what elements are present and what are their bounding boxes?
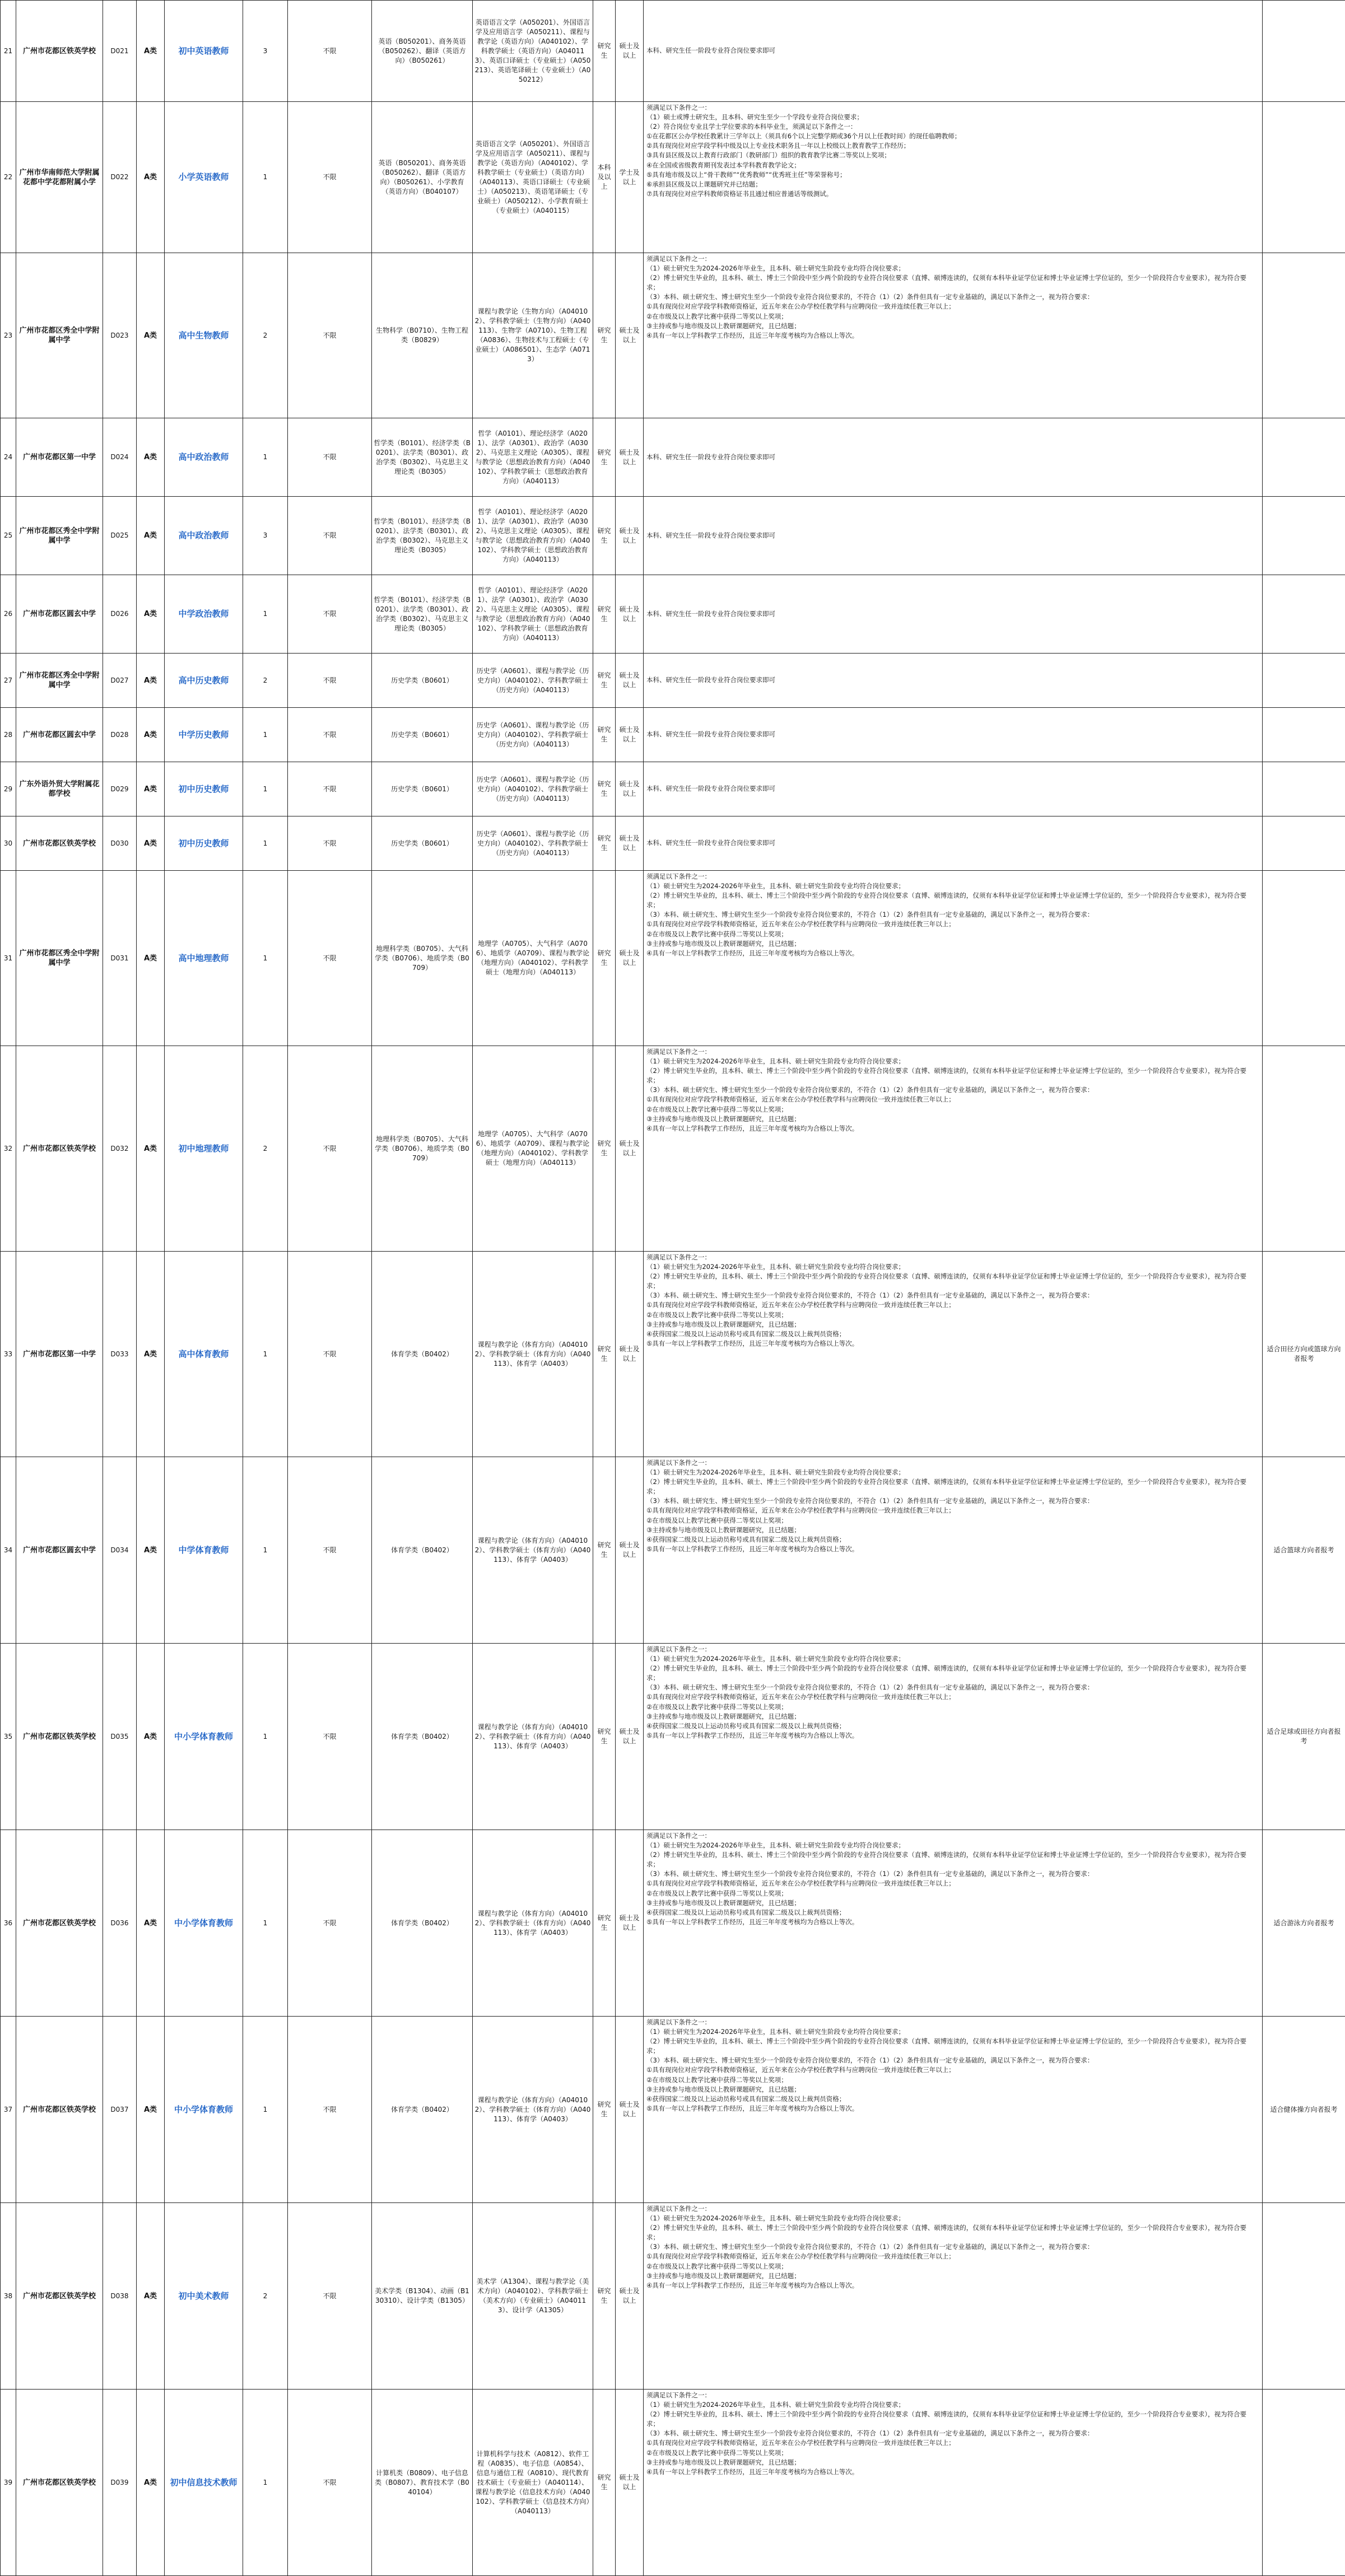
hiring-count-cell: 1 <box>243 1457 288 1644</box>
post-code-cell: D034 <box>103 1457 137 1644</box>
table-row <box>1 102 1345 253</box>
undergraduate-major-cell: 英语（B050201）、商务英语（B050262）、翻译（英语方向）（B050261） <box>372 1 473 102</box>
undergraduate-major-cell: 哲学类（B0101）、经济学类（B0201）、法学类（B0301）、政治学类（B0302）、马克思主义理论类（B0305） <box>372 575 473 654</box>
restriction-cell: 不限 <box>288 1046 372 1252</box>
graduate-major-cell: 课程与教学论（体育方向）（A040102）、学科教学硕士（体育方向）（A040113）、体育学（A0403） <box>473 2017 593 2203</box>
degree-cell: 硕士及以上 <box>616 654 644 708</box>
hiring-count-cell: 1 <box>243 1830 288 2017</box>
table-row <box>1 418 1345 497</box>
row-number-cell: 38 <box>1 2203 16 2390</box>
table-row <box>1 1 1345 102</box>
degree-cell: 硕士及以上 <box>616 1 644 102</box>
requirements-cell: 须满足以下条件之一： （1）硕士研究生为2024-2026年毕业生，且本科、硕士研究生阶段专业均符合岗位要求； （2）博士研究生毕业的，且本科、硕士、博士三个阶段中至少两个阶段的专业符合岗位要求（直博、硕博连读的，仅须有本科毕业证学位证和博士毕业证博士学位证的，至少一个阶段符合专业要求），视为符合要求； （3）本科、硕士研究生、博士研究生至少一个阶段专业符合岗位要求的，不符合（1）（2）条件但具有一定专业基础的，满足以下条件之一，视为符合要求： ①具有现岗位对应学段学科教师资格证，近五年来在公办学校任教学科与应聘岗位一致并连续任教三年以上； ②在市级及以上教学比赛中获得二等奖以上奖项； ③主持或参与地市级及以上教研课题研究，且已结题； ④具有一年以上学科教学工作经历，且近三年年度考核均为合格以上等次。 <box>644 2203 1263 2390</box>
graduate-major-cell: 美术学（A1304）、课程与教学论（美术方向）（A040102）、学科教学硕士（美术方向）（专业硕士）（A040113）、设计学（A1305） <box>473 2203 593 2390</box>
degree-cell: 硕士及以上 <box>616 418 644 497</box>
undergraduate-major-cell: 体育学类（B0402） <box>372 1644 473 1830</box>
post-name-cell: 中学政治教师 <box>165 575 243 654</box>
post-code-cell: D038 <box>103 2203 137 2390</box>
requirements-cell: 本科、研究生任一阶段专业符合岗位要求即可 <box>644 708 1263 762</box>
education-cell: 研究生 <box>593 2390 616 2576</box>
school-name-cell: 广州市花都区圆玄中学 <box>16 1457 103 1644</box>
post-code-cell: D037 <box>103 2017 137 2203</box>
post-category-cell: A类 <box>137 1830 165 2017</box>
table-row <box>1 708 1345 762</box>
table-row <box>1 762 1345 816</box>
school-name-cell: 广州市花都区铁英学校 <box>16 816 103 871</box>
post-category-cell: A类 <box>137 497 165 575</box>
graduate-major-cell: 历史学（A0601）、课程与教学论（历史方向）（A040102）、学科教学硕士（历史方向）（A040113） <box>473 816 593 871</box>
requirements-cell: 须满足以下条件之一： （1）硕士研究生为2024-2026年毕业生，且本科、硕士研究生阶段专业均符合岗位要求； （2）博士研究生毕业的，且本科、硕士、博士三个阶段中至少两个阶段的专业符合岗位要求（直博、硕博连读的，仅须有本科毕业证学位证和博士毕业证博士学位证的，至少一个阶段符合专业要求），视为符合要求； （3）本科、硕士研究生、博士研究生至少一个阶段专业符合岗位要求的，不符合（1）（2）条件但具有一定专业基础的，满足以下条件之一，视为符合要求： ①具有现岗位对应学段学科教师资格证，近五年来在公办学校任教学科与应聘岗位一致并连续任教三年以上； ②在市级及以上教学比赛中获得二等奖以上奖项； ③主持或参与地市级及以上教研课题研究，且已结题； ④获得国家二级及以上运动员称号或具有国家二级及以上裁判员资格； ⑤具有一年以上学科教学工作经历，且近三年年度考核均为合格以上等次。 <box>644 1457 1263 1644</box>
restriction-cell: 不限 <box>288 1830 372 2017</box>
note-cell <box>1263 708 1345 762</box>
education-cell: 研究生 <box>593 2017 616 2203</box>
post-code-cell: D027 <box>103 654 137 708</box>
restriction-cell: 不限 <box>288 1644 372 1830</box>
post-name-cell: 高中历史教师 <box>165 654 243 708</box>
undergraduate-major-cell: 地理科学类（B0705）、大气科学类（B0706）、地质学类（B0709） <box>372 871 473 1046</box>
hiring-count-cell: 2 <box>243 1046 288 1252</box>
requirements-cell: 须满足以下条件之一： （1）硕士研究生为2024-2026年毕业生，且本科、硕士研究生阶段专业均符合岗位要求； （2）博士研究生毕业的，且本科、硕士、博士三个阶段中至少两个阶段的专业符合岗位要求（直博、硕博连读的，仅须有本科毕业证学位证和博士毕业证博士学位证的，至少一个阶段符合专业要求），视为符合要求； （3）本科、硕士研究生、博士研究生至少一个阶段专业符合岗位要求的，不符合（1）（2）条件但具有一定专业基础的，满足以下条件之一，视为符合要求： ①具有现岗位对应学段学科教师资格证，近五年来在公办学校任教学科与应聘岗位一致并连续任教三年以上； ②在市级及以上教学比赛中获得二等奖以上奖项； ③主持或参与地市级及以上教研课题研究，且已结题； ④具有一年以上学科教学工作经历，且近三年年度考核均为合格以上等次。 <box>644 2390 1263 2576</box>
undergraduate-major-cell: 生物科学（B0710）、生物工程类（B0829） <box>372 253 473 418</box>
school-name-cell: 广东外语外贸大学附属花都学校 <box>16 762 103 816</box>
hiring-count-cell: 1 <box>243 708 288 762</box>
note-cell: 适合田径方向或篮球方向者报考 <box>1263 1252 1345 1457</box>
degree-cell: 硕士及以上 <box>616 1457 644 1644</box>
education-cell: 研究生 <box>593 253 616 418</box>
post-code-cell: D029 <box>103 762 137 816</box>
graduate-major-cell: 哲学（A0101）、理论经济学（A0201）、法学（A0301）、政治学（A0302）、马克思主义理论（A0305）、课程与教学论（思想政治教育方向）（A040102）、学科教学硕士（思想政治教育方向）（A040113） <box>473 497 593 575</box>
note-cell: 适合健体操方向者报考 <box>1263 2017 1345 2203</box>
school-name-cell: 广州市花都区秀全中学附属中学 <box>16 654 103 708</box>
undergraduate-major-cell: 计算机类（B0809）、电子信息类（B0807）、教育技术学（B040104） <box>372 2390 473 2576</box>
degree-cell: 硕士及以上 <box>616 871 644 1046</box>
restriction-cell: 不限 <box>288 497 372 575</box>
degree-cell: 硕士及以上 <box>616 575 644 654</box>
row-number-cell: 39 <box>1 2390 16 2576</box>
hiring-count-cell: 1 <box>243 102 288 253</box>
row-number-cell: 28 <box>1 708 16 762</box>
school-name-cell: 广州市花都区秀全中学附属中学 <box>16 497 103 575</box>
hiring-count-cell: 2 <box>243 654 288 708</box>
post-category-cell: A类 <box>137 575 165 654</box>
note-cell <box>1263 816 1345 871</box>
restriction-cell: 不限 <box>288 2390 372 2576</box>
education-cell: 研究生 <box>593 497 616 575</box>
table-row <box>1 816 1345 871</box>
post-category-cell: A类 <box>137 816 165 871</box>
education-cell: 本科及以上 <box>593 102 616 253</box>
table-row <box>1 1644 1345 1830</box>
post-name-cell: 高中地理教师 <box>165 871 243 1046</box>
school-name-cell: 广州市花都区第一中学 <box>16 1252 103 1457</box>
degree-cell: 硕士及以上 <box>616 1830 644 2017</box>
restriction-cell: 不限 <box>288 816 372 871</box>
note-cell: 适合足球或田径方向者报考 <box>1263 1644 1345 1830</box>
table-row <box>1 654 1345 708</box>
undergraduate-major-cell: 体育学类（B0402） <box>372 2017 473 2203</box>
undergraduate-major-cell: 美术学类（B1304）、动画（B130310）、设计学类（B1305） <box>372 2203 473 2390</box>
table-body <box>1 1 1345 2576</box>
degree-cell: 硕士及以上 <box>616 2017 644 2203</box>
requirements-cell: 须满足以下条件之一： （1）硕士研究生为2024-2026年毕业生，且本科、硕士研究生阶段专业均符合岗位要求； （2）博士研究生毕业的，且本科、硕士、博士三个阶段中至少两个阶段的专业符合岗位要求（直博、硕博连读的，仅须有本科毕业证学位证和博士毕业证博士学位证的，至少一个阶段符合专业要求），视为符合要求； （3）本科、硕士研究生、博士研究生至少一个阶段专业符合岗位要求的，不符合（1）（2）条件但具有一定专业基础的，满足以下条件之一，视为符合要求： ①具有现岗位对应学段学科教师资格证，近五年来在公办学校任教学科与应聘岗位一致并连续任教三年以上； ②在市级及以上教学比赛中获得二等奖以上奖项； ③主持或参与地市级及以上教研课题研究，且已结题； ④具有一年以上学科教学工作经历，且近三年年度考核均为合格以上等次。 <box>644 871 1263 1046</box>
education-cell: 研究生 <box>593 654 616 708</box>
school-name-cell: 广州市花都区铁英学校 <box>16 2203 103 2390</box>
undergraduate-major-cell: 体育学类（B0402） <box>372 1830 473 2017</box>
post-code-cell: D022 <box>103 102 137 253</box>
graduate-major-cell: 历史学（A0601）、课程与教学论（历史方向）（A040102）、学科教学硕士（历史方向）（A040113） <box>473 762 593 816</box>
post-code-cell: D039 <box>103 2390 137 2576</box>
restriction-cell: 不限 <box>288 575 372 654</box>
post-name-cell: 初中英语教师 <box>165 1 243 102</box>
hiring-count-cell: 3 <box>243 1 288 102</box>
school-name-cell: 广州市花都区第一中学 <box>16 418 103 497</box>
post-name-cell: 初中历史教师 <box>165 762 243 816</box>
table-row <box>1 253 1345 418</box>
graduate-major-cell: 课程与教学论（体育方向）（A040102）、学科教学硕士（体育方向）（A040113）、体育学（A0403） <box>473 1644 593 1830</box>
restriction-cell: 不限 <box>288 418 372 497</box>
post-code-cell: D023 <box>103 253 137 418</box>
education-cell: 研究生 <box>593 1046 616 1252</box>
table-row <box>1 871 1345 1046</box>
row-number-cell: 25 <box>1 497 16 575</box>
note-cell <box>1263 1 1345 102</box>
row-number-cell: 21 <box>1 1 16 102</box>
post-category-cell: A类 <box>137 654 165 708</box>
row-number-cell: 27 <box>1 654 16 708</box>
undergraduate-major-cell: 历史学类（B0601） <box>372 708 473 762</box>
education-cell: 研究生 <box>593 418 616 497</box>
post-name-cell: 高中体育教师 <box>165 1252 243 1457</box>
requirements-cell: 须满足以下条件之一： （1）硕士研究生为2024-2026年毕业生，且本科、硕士研究生阶段专业均符合岗位要求； （2）博士研究生毕业的，且本科、硕士、博士三个阶段中至少两个阶段的专业符合岗位要求（直博、硕博连读的，仅须有本科毕业证学位证和博士毕业证博士学位证的，至少一个阶段符合专业要求），视为符合要求； （3）本科、硕士研究生、博士研究生至少一个阶段专业符合岗位要求的，不符合（1）（2）条件但具有一定专业基础的，满足以下条件之一，视为符合要求： ①具有现岗位对应学段学科教师资格证，近五年来在公办学校任教学科与应聘岗位一致并连续任教三年以上； ②在市级及以上教学比赛中获得二等奖以上奖项； ③主持或参与地市级及以上教研课题研究，且已结题； ④获得国家二级及以上运动员称号或具有国家二级及以上裁判员资格； ⑤具有一年以上学科教学工作经历，且近三年年度考核均为合格以上等次。 <box>644 1644 1263 1830</box>
school-name-cell: 广州市花都区圆玄中学 <box>16 575 103 654</box>
restriction-cell: 不限 <box>288 253 372 418</box>
note-cell <box>1263 418 1345 497</box>
restriction-cell: 不限 <box>288 102 372 253</box>
post-code-cell: D033 <box>103 1252 137 1457</box>
post-category-cell: A类 <box>137 2390 165 2576</box>
restriction-cell: 不限 <box>288 708 372 762</box>
requirements-cell: 须满足以下条件之一： （1）硕士研究生为2024-2026年毕业生，且本科、硕士研究生阶段专业均符合岗位要求； （2）博士研究生毕业的，且本科、硕士、博士三个阶段中至少两个阶段的专业符合岗位要求（直博、硕博连读的，仅须有本科毕业证学位证和博士毕业证博士学位证的，至少一个阶段符合专业要求），视为符合要求； （3）本科、硕士研究生、博士研究生至少一个阶段专业符合岗位要求的，不符合（1）（2）条件但具有一定专业基础的，满足以下条件之一，视为符合要求： ①具有现岗位对应学段学科教师资格证，近五年来在公办学校任教学科与应聘岗位一致并连续任教三年以上； ②在市级及以上教学比赛中获得二等奖以上奖项； ③主持或参与地市级及以上教研课题研究，且已结题； ④获得国家二级及以上运动员称号或具有国家二级及以上裁判员资格； ⑤具有一年以上学科教学工作经历，且近三年年度考核均为合格以上等次。 <box>644 2017 1263 2203</box>
degree-cell: 硕士及以上 <box>616 2203 644 2390</box>
school-name-cell: 广州市花都区铁英学校 <box>16 1644 103 1830</box>
education-cell: 研究生 <box>593 1252 616 1457</box>
hiring-count-cell: 2 <box>243 2203 288 2390</box>
row-number-cell: 24 <box>1 418 16 497</box>
education-cell: 研究生 <box>593 1644 616 1830</box>
post-name-cell: 中学体育教师 <box>165 1457 243 1644</box>
hiring-count-cell: 1 <box>243 871 288 1046</box>
row-number-cell: 33 <box>1 1252 16 1457</box>
post-name-cell: 高中政治教师 <box>165 497 243 575</box>
undergraduate-major-cell: 体育学类（B0402） <box>372 1457 473 1644</box>
post-name-cell: 中学历史教师 <box>165 708 243 762</box>
row-number-cell: 30 <box>1 816 16 871</box>
row-number-cell: 32 <box>1 1046 16 1252</box>
post-category-cell: A类 <box>137 2203 165 2390</box>
requirements-cell: 须满足以下条件之一： （1）硕士或博士研究生，且本科、研究生至少一个学段专业符合岗位要求； （2）符合岗位专业且学士学位要求的本科毕业生，须满足以下条件之一： ①在花都区公办学校任教累计三学年以上（须具有6个以上完整学期或36个月以上任教时间）的现任临聘教师； ②具有现岗位对应学段学科中级及以上专业技术职务且一年以上校级以上教育教学工作经历； ③具有县区级及以上教育行政部门（教研部门）组织的教育教学比赛二等奖以上奖项； ④在全国或省级教育期刊发表过本学科教育教学论文； ⑤具有地市级及以上“骨干教师”“优秀教师”“优秀班主任”等荣誉称号； ⑥承担县区级及以上课题研究并已结题； ⑦具有现岗位对应学科教师资格证书且通过相应普通话等级测试。 <box>644 102 1263 253</box>
education-cell: 研究生 <box>593 1830 616 2017</box>
table-row <box>1 2203 1345 2390</box>
row-number-cell: 23 <box>1 253 16 418</box>
post-code-cell: D025 <box>103 497 137 575</box>
graduate-major-cell: 历史学（A0601）、课程与教学论（历史方向）（A040102）、学科教学硕士（历史方向）（A040113） <box>473 654 593 708</box>
row-number-cell: 37 <box>1 2017 16 2203</box>
row-number-cell: 36 <box>1 1830 16 2017</box>
hiring-count-cell: 2 <box>243 253 288 418</box>
post-name-cell: 小学英语教师 <box>165 102 243 253</box>
row-number-cell: 29 <box>1 762 16 816</box>
post-category-cell: A类 <box>137 102 165 253</box>
note-cell: 适合篮球方向者报考 <box>1263 1457 1345 1644</box>
graduate-major-cell: 英语语言文学（A050201）、外国语言学及应用语言学（A050211）、课程与教学论（英语方向）（A040102）、学科教学硕士（专业硕士）（英语方向）（A040113）、英语口译硕士（专业硕士）（A050213）、英语笔译硕士（专业硕士）（A050212）、小学教育硕士（专业硕士）（A040115） <box>473 102 593 253</box>
school-name-cell: 广州市花都区铁英学校 <box>16 1830 103 2017</box>
undergraduate-major-cell: 历史学类（B0601） <box>372 816 473 871</box>
restriction-cell: 不限 <box>288 871 372 1046</box>
restriction-cell: 不限 <box>288 1 372 102</box>
school-name-cell: 广州市花都区秀全中学附属中学 <box>16 253 103 418</box>
school-name-cell: 广州市花都区铁英学校 <box>16 1046 103 1252</box>
restriction-cell: 不限 <box>288 762 372 816</box>
requirements-cell: 须满足以下条件之一： （1）硕士研究生为2024-2026年毕业生，且本科、硕士研究生阶段专业均符合岗位要求； （2）博士研究生毕业的，且本科、硕士、博士三个阶段中至少两个阶段的专业符合岗位要求（直博、硕博连读的，仅须有本科毕业证学位证和博士毕业证博士学位证的，至少一个阶段符合专业要求），视为符合要求； （3）本科、硕士研究生、博士研究生至少一个阶段专业符合岗位要求的，不符合（1）（2）条件但具有一定专业基础的，满足以下条件之一，视为符合要求： ①具有现岗位对应学段学科教师资格证，近五年来在公办学校任教学科与应聘岗位一致并连续任教三年以上； ②在市级及以上教学比赛中获得二等奖以上奖项； ③主持或参与地市级及以上教研课题研究，且已结题； ④具有一年以上学科教学工作经历，且近三年年度考核均为合格以上等次。 <box>644 253 1263 418</box>
table-row <box>1 1457 1345 1644</box>
school-name-cell: 广州市花都区铁英学校 <box>16 2017 103 2203</box>
requirements-cell: 本科、研究生任一阶段专业符合岗位要求即可 <box>644 762 1263 816</box>
education-cell: 研究生 <box>593 1 616 102</box>
school-name-cell: 广州市花都区铁英学校 <box>16 2390 103 2576</box>
post-category-cell: A类 <box>137 871 165 1046</box>
note-cell <box>1263 253 1345 418</box>
degree-cell: 硕士及以上 <box>616 1644 644 1830</box>
post-name-cell: 初中美术教师 <box>165 2203 243 2390</box>
post-category-cell: A类 <box>137 762 165 816</box>
post-category-cell: A类 <box>137 1 165 102</box>
requirements-cell: 本科、研究生任一阶段专业符合岗位要求即可 <box>644 575 1263 654</box>
hiring-count-cell: 1 <box>243 418 288 497</box>
undergraduate-major-cell: 体育学类（B0402） <box>372 1252 473 1457</box>
requirements-cell: 本科、研究生任一阶段专业符合岗位要求即可 <box>644 816 1263 871</box>
note-cell <box>1263 575 1345 654</box>
undergraduate-major-cell: 历史学类（B0601） <box>372 654 473 708</box>
hiring-count-cell: 1 <box>243 816 288 871</box>
post-code-cell: D030 <box>103 816 137 871</box>
education-cell: 研究生 <box>593 871 616 1046</box>
hiring-count-cell: 1 <box>243 1252 288 1457</box>
post-name-cell: 初中历史教师 <box>165 816 243 871</box>
graduate-major-cell: 课程与教学论（体育方向）（A040102）、学科教学硕士（体育方向）（A040113）、体育学（A0403） <box>473 1252 593 1457</box>
note-cell <box>1263 762 1345 816</box>
post-category-cell: A类 <box>137 253 165 418</box>
school-name-cell: 广州市华南师范大学附属花都中学花都附属小学 <box>16 102 103 253</box>
post-code-cell: D026 <box>103 575 137 654</box>
post-category-cell: A类 <box>137 1252 165 1457</box>
undergraduate-major-cell: 英语（B050201）、商务英语（B050262）、翻译（英语方向）（B050261）、小学教育（英语方向）（B040107） <box>372 102 473 253</box>
hiring-count-cell: 3 <box>243 497 288 575</box>
post-name-cell: 高中生物教师 <box>165 253 243 418</box>
post-code-cell: D024 <box>103 418 137 497</box>
graduate-major-cell: 哲学（A0101）、理论经济学（A0201）、法学（A0301）、政治学（A0302）、马克思主义理论（A0305）、课程与教学论（思想政治教育方向）（A040102）、学科教学硕士（思想政治教育方向）（A040113） <box>473 418 593 497</box>
requirements-cell: 须满足以下条件之一： （1）硕士研究生为2024-2026年毕业生，且本科、硕士研究生阶段专业均符合岗位要求； （2）博士研究生毕业的，且本科、硕士、博士三个阶段中至少两个阶段的专业符合岗位要求（直博、硕博连读的，仅须有本科毕业证学位证和博士毕业证博士学位证的，至少一个阶段符合专业要求），视为符合要求； （3）本科、硕士研究生、博士研究生至少一个阶段专业符合岗位要求的，不符合（1）（2）条件但具有一定专业基础的，满足以下条件之一，视为符合要求： ①具有现岗位对应学段学科教师资格证，近五年来在公办学校任教学科与应聘岗位一致并连续任教三年以上； ②在市级及以上教学比赛中获得二等奖以上奖项； ③主持或参与地市级及以上教研课题研究，且已结题； ④具有一年以上学科教学工作经历，且近三年年度考核均为合格以上等次。 <box>644 1046 1263 1252</box>
table-row <box>1 497 1345 575</box>
restriction-cell: 不限 <box>288 2017 372 2203</box>
degree-cell: 硕士及以上 <box>616 816 644 871</box>
graduate-major-cell: 历史学（A0601）、课程与教学论（历史方向）（A040102）、学科教学硕士（历史方向）（A040113） <box>473 708 593 762</box>
row-number-cell: 26 <box>1 575 16 654</box>
degree-cell: 学士及以上 <box>616 102 644 253</box>
row-number-cell: 35 <box>1 1644 16 1830</box>
requirements-cell: 须满足以下条件之一： （1）硕士研究生为2024-2026年毕业生，且本科、硕士研究生阶段专业均符合岗位要求； （2）博士研究生毕业的，且本科、硕士、博士三个阶段中至少两个阶段的专业符合岗位要求（直博、硕博连读的，仅须有本科毕业证学位证和博士毕业证博士学位证的，至少一个阶段符合专业要求），视为符合要求； （3）本科、硕士研究生、博士研究生至少一个阶段专业符合岗位要求的，不符合（1）（2）条件但具有一定专业基础的，满足以下条件之一，视为符合要求： ①具有现岗位对应学段学科教师资格证，近五年来在公办学校任教学科与应聘岗位一致并连续任教三年以上； ②在市级及以上教学比赛中获得二等奖以上奖项； ③主持或参与地市级及以上教研课题研究，且已结题； ④获得国家二级及以上运动员称号或具有国家二级及以上裁判员资格； ⑤具有一年以上学科教学工作经历，且近三年年度考核均为合格以上等次。 <box>644 1252 1263 1457</box>
school-name-cell: 广州市花都区圆玄中学 <box>16 708 103 762</box>
table-row <box>1 2390 1345 2576</box>
post-category-cell: A类 <box>137 1644 165 1830</box>
post-code-cell: D028 <box>103 708 137 762</box>
requirements-cell: 本科、研究生任一阶段专业符合岗位要求即可 <box>644 497 1263 575</box>
note-cell <box>1263 497 1345 575</box>
graduate-major-cell: 课程与教学论（体育方向）（A040102）、学科教学硕士（体育方向）（A040113）、体育学（A0403） <box>473 1830 593 2017</box>
hiring-count-cell: 1 <box>243 2390 288 2576</box>
post-code-cell: D031 <box>103 871 137 1046</box>
note-cell <box>1263 2390 1345 2576</box>
note-cell: 适合游泳方向者报考 <box>1263 1830 1345 2017</box>
note-cell <box>1263 871 1345 1046</box>
undergraduate-major-cell: 哲学类（B0101）、经济学类（B0201）、法学类（B0301）、政治学类（B0302）、马克思主义理论类（B0305） <box>372 497 473 575</box>
education-cell: 研究生 <box>593 1457 616 1644</box>
education-cell: 研究生 <box>593 762 616 816</box>
post-code-cell: D021 <box>103 1 137 102</box>
hiring-count-cell: 1 <box>243 762 288 816</box>
post-category-cell: A类 <box>137 708 165 762</box>
table-row <box>1 1046 1345 1252</box>
note-cell <box>1263 1046 1345 1252</box>
undergraduate-major-cell: 哲学类（B0101）、经济学类（B0201）、法学类（B0301）、政治学类（B0302）、马克思主义理论类（B0305） <box>372 418 473 497</box>
graduate-major-cell: 哲学（A0101）、理论经济学（A0201）、法学（A0301）、政治学（A0302）、马克思主义理论（A0305）、课程与教学论（思想政治教育方向）（A040102）、学科教学硕士（思想政治教育方向）（A040113） <box>473 575 593 654</box>
undergraduate-major-cell: 地理科学类（B0705）、大气科学类（B0706）、地质学类（B0709） <box>372 1046 473 1252</box>
post-category-cell: A类 <box>137 1046 165 1252</box>
education-cell: 研究生 <box>593 708 616 762</box>
note-cell <box>1263 654 1345 708</box>
degree-cell: 硕士及以上 <box>616 762 644 816</box>
graduate-major-cell: 地理学（A0705）、大气科学（A0706）、地质学（A0709）、课程与教学论（地理方向）（A040102）、学科教学硕士（地理方向）（A040113） <box>473 1046 593 1252</box>
restriction-cell: 不限 <box>288 2203 372 2390</box>
post-code-cell: D036 <box>103 1830 137 2017</box>
graduate-major-cell: 课程与教学论（体育方向）（A040102）、学科教学硕士（体育方向）（A040113）、体育学（A0403） <box>473 1457 593 1644</box>
post-category-cell: A类 <box>137 1457 165 1644</box>
table-row <box>1 1830 1345 2017</box>
post-name-cell: 中小学体育教师 <box>165 2017 243 2203</box>
row-number-cell: 22 <box>1 102 16 253</box>
degree-cell: 硕士及以上 <box>616 1046 644 1252</box>
hiring-count-cell: 1 <box>243 575 288 654</box>
row-number-cell: 31 <box>1 871 16 1046</box>
education-cell: 研究生 <box>593 575 616 654</box>
table-row <box>1 2017 1345 2203</box>
row-number-cell: 34 <box>1 1457 16 1644</box>
restriction-cell: 不限 <box>288 1252 372 1457</box>
degree-cell: 硕士及以上 <box>616 708 644 762</box>
hiring-count-cell: 1 <box>243 2017 288 2203</box>
degree-cell: 硕士及以上 <box>616 497 644 575</box>
note-cell <box>1263 102 1345 253</box>
graduate-major-cell: 英语语言文学（A050201）、外国语言学及应用语言学（A050211）、课程与教学论（英语方向）（A040102）、学科教学硕士（英语方向）（A040113）、英语口译硕士（专业硕士）（A050213）、英语笔译硕士（专业硕士）（A050212） <box>473 1 593 102</box>
note-cell <box>1263 2203 1345 2390</box>
graduate-major-cell: 地理学（A0705）、大气科学（A0706）、地质学（A0709）、课程与教学论（地理方向）（A040102）、学科教学硕士（地理方向）（A040113） <box>473 871 593 1046</box>
post-category-cell: A类 <box>137 418 165 497</box>
degree-cell: 硕士及以上 <box>616 253 644 418</box>
table-row <box>1 1252 1345 1457</box>
post-name-cell: 中小学体育教师 <box>165 1830 243 2017</box>
school-name-cell: 广州市花都区铁英学校 <box>16 1 103 102</box>
undergraduate-major-cell: 历史学类（B0601） <box>372 762 473 816</box>
degree-cell: 硕士及以上 <box>616 1252 644 1457</box>
post-name-cell: 高中政治教师 <box>165 418 243 497</box>
graduate-major-cell: 计算机科学与技术（A0812）、软件工程（A0835）、电子信息（A0854）、信息与通信工程（A0810）、现代教育技术硕士（专业硕士）（A040114）、课程与教学论（信息技术方向）（A040102）、学科教学硕士（信息技术方向）（A040113） <box>473 2390 593 2576</box>
hiring-count-cell: 1 <box>243 1644 288 1830</box>
post-name-cell: 中小学体育教师 <box>165 1644 243 1830</box>
post-name-cell: 初中信息技术教师 <box>165 2390 243 2576</box>
requirements-cell: 本科、研究生任一阶段专业符合岗位要求即可 <box>644 654 1263 708</box>
post-category-cell: A类 <box>137 2017 165 2203</box>
post-code-cell: D032 <box>103 1046 137 1252</box>
requirements-cell: 须满足以下条件之一： （1）硕士研究生为2024-2026年毕业生，且本科、硕士研究生阶段专业均符合岗位要求； （2）博士研究生毕业的，且本科、硕士、博士三个阶段中至少两个阶段的专业符合岗位要求（直博、硕博连读的，仅须有本科毕业证学位证和博士毕业证博士学位证的，至少一个阶段符合专业要求），视为符合要求； （3）本科、硕士研究生、博士研究生至少一个阶段专业符合岗位要求的，不符合（1）（2）条件但具有一定专业基础的，满足以下条件之一，视为符合要求： ①具有现岗位对应学段学科教师资格证，近五年来在公办学校任教学科与应聘岗位一致并连续任教三年以上； ②在市级及以上教学比赛中获得二等奖以上奖项； ③主持或参与地市级及以上教研课题研究，且已结题； ④获得国家二级及以上运动员称号或具有国家二级及以上裁判员资格； ⑤具有一年以上学科教学工作经历，且近三年年度考核均为合格以上等次。 <box>644 1830 1263 2017</box>
graduate-major-cell: 课程与教学论（生物方向）（A040102）、学科教学硕士（生物方向）（A040113）、生物学（A0710）、生物工程（A0836）、生物技术与工程硕士（专业硕士）（A086501）、生态学（A0713） <box>473 253 593 418</box>
education-cell: 研究生 <box>593 816 616 871</box>
post-code-cell: D035 <box>103 1644 137 1830</box>
restriction-cell: 不限 <box>288 654 372 708</box>
school-name-cell: 广州市花都区秀全中学附属中学 <box>16 871 103 1046</box>
requirements-cell: 本科、研究生任一阶段专业符合岗位要求即可 <box>644 1 1263 102</box>
table-row <box>1 575 1345 654</box>
education-cell: 研究生 <box>593 2203 616 2390</box>
degree-cell: 硕士及以上 <box>616 2390 644 2576</box>
restriction-cell: 不限 <box>288 1457 372 1644</box>
post-name-cell: 初中地理教师 <box>165 1046 243 1252</box>
requirements-cell: 本科、研究生任一阶段专业符合岗位要求即可 <box>644 418 1263 497</box>
